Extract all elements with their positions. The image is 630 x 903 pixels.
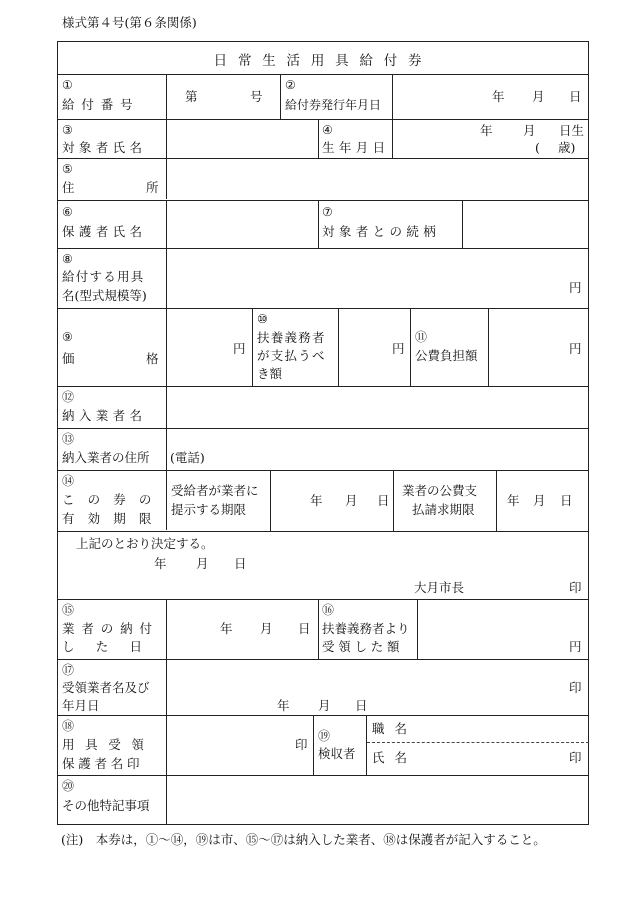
field-label: 格 [146, 351, 159, 366]
field-label: 業者の公費支 [402, 483, 478, 498]
field-label: 保護者名印 [62, 756, 144, 771]
field-value: 日生 [559, 123, 585, 138]
field-label: 生年月日 [322, 140, 390, 155]
rule [313, 715, 314, 775]
field-label: 扶養義務者 [257, 330, 326, 345]
item-number: ⑪ [415, 330, 428, 344]
rule [57, 470, 589, 471]
field-value: 年 [492, 89, 505, 104]
rule [57, 119, 589, 120]
seal-mark: 印 [569, 680, 582, 695]
rule [318, 119, 319, 158]
field-value: 月 [318, 698, 331, 713]
decision-date: 月 [196, 556, 209, 571]
item-number: ⑥ [62, 205, 73, 219]
rule [166, 248, 167, 530]
field-label: が支払うべ [257, 348, 326, 363]
rule [392, 74, 393, 158]
rule [57, 158, 589, 159]
field-value: ( [535, 140, 540, 155]
item-number: ⑬ [62, 432, 75, 446]
rule [462, 200, 463, 248]
item-number: ⑨ [62, 330, 73, 344]
field-value: 日 [560, 493, 573, 508]
item-number: ⑤ [62, 162, 73, 176]
rule [57, 775, 589, 776]
field-value: 月 [345, 493, 358, 508]
rule [57, 599, 589, 600]
item-number: ⑰ [62, 663, 75, 677]
rule [57, 248, 589, 249]
seal-mark: 印 [569, 580, 582, 595]
field-label: 対象者との続柄 [322, 224, 441, 239]
rule [318, 200, 319, 248]
rule [57, 386, 589, 387]
rule [496, 470, 497, 531]
dashed-rule [367, 742, 589, 743]
field-label: 対象者氏名 [62, 140, 147, 155]
item-number: ⑱ [62, 719, 75, 733]
rule [393, 470, 394, 531]
field-value: 年 [507, 493, 520, 508]
rule [417, 599, 418, 659]
field-value: 日 [377, 493, 390, 508]
field-label: 名(型式規模等) [62, 288, 147, 303]
field-label: 受領業者名及び [62, 680, 150, 695]
rule [57, 428, 589, 429]
footnote: (注) 本券は，①〜⑭，⑲は市、⑮〜⑰は納入した業者、⑱は保護者が記入すること。 [61, 832, 546, 847]
field-label: 扶養義務者より [322, 621, 410, 636]
field-value: 月 [533, 493, 546, 508]
field-value: 月 [260, 621, 273, 636]
field-value: 年 [277, 698, 290, 713]
rule [166, 599, 167, 825]
decision-date: 年 [154, 556, 167, 571]
field-value: 円 [569, 341, 582, 356]
field-value: 号 [250, 89, 263, 104]
rule [366, 715, 367, 775]
field-label: 払請求期限 [412, 502, 475, 517]
rule [57, 659, 589, 660]
field-value: 日 [569, 89, 582, 104]
item-number: ⑫ [62, 390, 75, 404]
field-label: 職名 [372, 721, 418, 736]
field-label: 給付番号 [62, 97, 140, 112]
field-value: 歳) [558, 140, 576, 155]
item-number: ⑧ [62, 252, 73, 266]
field-label: 公費負担額 [415, 348, 478, 363]
form-number: 様式第４号(第６条関係) [62, 15, 197, 30]
field-label: 受領した額 [322, 639, 404, 654]
rule [252, 308, 253, 386]
field-label: 納入業者名 [62, 408, 147, 423]
decision-text: 上記のとおり決定する。 [76, 536, 214, 551]
field-label: その他特記事項 [62, 798, 150, 813]
rule [57, 308, 589, 309]
item-number: ② [285, 78, 296, 92]
field-value: 円 [233, 341, 246, 356]
field-label: 給付券発行年月日 [285, 98, 382, 112]
field-label: 納入業者の住所 [62, 450, 150, 465]
field-value: 円 [569, 280, 582, 295]
rule [488, 308, 489, 386]
rule [166, 200, 167, 248]
field-label: 有効期限 [62, 511, 165, 526]
rule [280, 74, 281, 119]
item-number: ⑩ [257, 312, 268, 326]
field-value: 年 [310, 493, 323, 508]
decision-date: 日 [234, 556, 247, 571]
field-label: 所 [146, 180, 159, 195]
field-value: 第 [185, 89, 198, 104]
field-label: 給付する用具 [62, 269, 145, 284]
field-label: 検収者 [318, 746, 356, 761]
field-label: 用具受領 [62, 737, 155, 752]
field-label: 価 [62, 351, 75, 366]
item-number: ⑮ [62, 603, 75, 617]
item-number: ① [62, 78, 73, 92]
rule [410, 308, 411, 386]
field-label: 住 [62, 180, 75, 195]
item-number: ④ [322, 123, 333, 137]
mayor-label: 大月市長 [414, 580, 465, 595]
item-number: ⑦ [322, 205, 333, 219]
field-value: 月 [523, 123, 536, 138]
rule [57, 200, 589, 201]
item-number: ③ [62, 123, 73, 137]
item-number: ⑭ [62, 474, 75, 488]
field-value: 月 [532, 89, 545, 104]
rule [270, 470, 271, 531]
field-value: 日 [355, 698, 368, 713]
field-label: 氏名 [372, 750, 418, 765]
field-label: この券の [62, 492, 165, 507]
field-label: き額 [257, 366, 283, 381]
field-value: 円 [392, 341, 405, 356]
form-title: 日常生活用具給付券 [213, 53, 433, 69]
seal-mark: 印 [295, 737, 308, 752]
field-label: 業者の納付 [62, 621, 159, 636]
field-label: 受給者が業者に [171, 483, 259, 498]
field-label: 年月日 [62, 698, 100, 713]
item-number: ⑲ [318, 729, 331, 743]
item-number: ⑯ [322, 603, 335, 617]
rule [338, 308, 339, 386]
field-label: 保護者氏名 [62, 224, 147, 239]
rule [318, 599, 319, 659]
field-label: した日 [62, 639, 164, 654]
field-label: 提示する期限 [171, 502, 247, 517]
rule [57, 531, 589, 532]
rule [166, 74, 167, 199]
item-number: ⑳ [62, 779, 75, 793]
field-value: 日 [298, 621, 311, 636]
field-value: (電話) [170, 450, 205, 465]
rule [57, 74, 589, 75]
rule [57, 715, 589, 716]
field-value: 年 [220, 621, 233, 636]
seal-mark: 印 [569, 750, 582, 765]
field-value: 年 [480, 123, 493, 138]
field-value: 円 [569, 639, 582, 654]
